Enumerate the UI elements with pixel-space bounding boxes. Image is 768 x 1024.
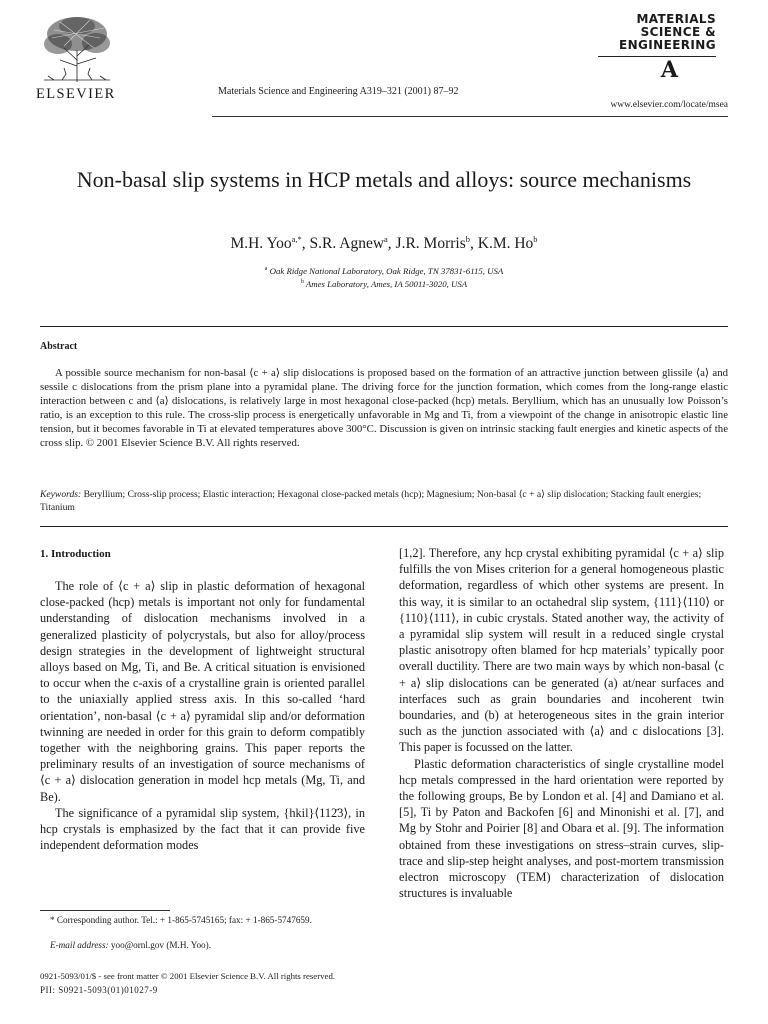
paragraph: Plastic deformation characteristics of single crystalline model hcp metals compressed in the hard orientation were reported by the following groups, Be by London et al. [4] and Damiano et al. [5], Ti by Paton and Backofen [6] and Minonishi et al. [7], and Mg by Stohr and Poirier [8] and Obara et al. [9]. The information obtained from these investigations on stress–strain curves, slip-trace and slip-step height analyses, and post-mortem transmission electron microscopy (TEM) characterization of dislocation structures is invaluable: [399, 756, 724, 901]
keywords-label: Keywords:: [40, 489, 82, 500]
keywords: [40, 488, 728, 514]
journal-url[interactable]: www.elsevier.com/locate/msea: [610, 100, 728, 110]
author-list: [60, 234, 708, 253]
abstract-heading: Abstract: [40, 341, 78, 352]
left-column: [40, 578, 365, 853]
author-affiliation-mark: b: [533, 234, 538, 244]
email-address[interactable]: yoo@ornl.gov (M.H. Yoo).: [110, 940, 211, 950]
abstract-text: A possible source mechanism for non-basal ⟨c + a⟩ slip dislocations is proposed based on the formation of an attractive junction between glissile ⟨a⟩ and sessile c dislocations from the prism plane into a pyramidal plane. The driving force for the junction formation, which comes from the long-range elastic interaction between c and ⟨a⟩ dislocations, is relatively large in most hexagonal close-packed (hcp) metals. Beryllium, which has an unusually low Poisson’s ratio, is an exception to this rule. The cross-slip process is energetically unfavorable in Mg and Ti, from a viewpoint of the change in anisotropic elastic line tension, but it becomes favorable in Ti at elevated temperatures above 300°C. Discussion is given on intrinsic stacking fault energies and kinetic aspects of the cross slip. © 2001 Elsevier Science B.V. All rights reserved.: [40, 367, 728, 449]
brand-series-letter: A: [660, 57, 678, 83]
corresponding-author-note: * Corresponding author. Tel.: + 1-865-5745165; fax: + 1-865-5747659.: [50, 915, 312, 925]
affiliation-mark: a: [264, 266, 268, 272]
email-label: E-mail address:: [50, 940, 109, 950]
elsevier-tree-logo: [34, 14, 120, 84]
brand-line: SCIENCE &: [640, 25, 716, 39]
paragraph: [1,2]. Therefore, any hcp crystal exhibiting pyramidal ⟨c + a⟩ slip fulfills the von Mises criterion for a general homogeneous plastic deformation, regardless of which other systems are present. In this way, it is similar to an octahedral slip system, {111}⟨110⟩ or {110}⟨111⟩, in cubic crystals. Stated another way, the activity of a pyramidal slip system will result in a reduced single crystal plastic anisotropy often blamed for hcp materials’ typically poor overall ductility. There are two main ways by which non-basal ⟨c + a⟩ slip dislocations can be generated (a) at/near surfaces and interfaces such as grain boundaries and incoherent twin boundaries, and (b) at heterogeneous sites in the grain interior such as the junction associated with ⟨a⟩ and c dislocations [3]. This paper is focussed on the latter.: [399, 546, 724, 755]
brand-line: ENGINEERING: [619, 38, 716, 52]
brand-divider: [598, 56, 716, 57]
affiliation-text: Ames Laboratory, Ames, IA 50011-3020, USA: [305, 279, 468, 289]
author-affiliation-mark: a,*: [291, 234, 302, 244]
abstract-bottom-rule: [40, 526, 728, 527]
paragraph: The role of ⟨c + a⟩ slip in plastic deformation of hexagonal close-packed (hcp) metals is important not only for fundamental understanding of dislocation mechanisms involved in a generalized plasticity of polycrystals, but also for alloy/process design strategies in the development of lightweight structural alloys based on Mg, Ti, and Be. A critical situation is envisioned to occur when the c-axis of a crystalline grain is oriented parallel to the uniaxially applied stress axis. In this so-called ‘hard orientation’, non-basal ⟨c + a⟩ pyramidal slip and/or deformation twinning are needed in order for this grain to deform compatibly together with the neighboring grains. This paper reports the preliminary results of an investigation of source mechanisms of ⟨c + a⟩ dislocation generation in model hcp metals (Mg, Ti, and Be).: [40, 579, 365, 804]
author-separator: ,: [387, 235, 396, 252]
author-affiliation-mark: b: [465, 234, 470, 244]
author-separator: ,: [301, 235, 310, 252]
journal-reference: Materials Science and Engineering A319–321 (2001) 87–92: [218, 86, 459, 97]
affiliation-text: Oak Ridge National Laboratory, Oak Ridge, TN 37831-6115, USA: [269, 266, 504, 276]
footnote-rule: [40, 910, 170, 911]
article-title: Non-basal slip systems in HCP metals and alloys: source mechanisms: [76, 167, 692, 192]
issn-line: 0921-5093/01/$ - see front matter © 2001 Elsevier Science B.V. All rights reserved.: [40, 971, 336, 981]
author-name: S.R. Agnew: [309, 235, 385, 252]
author-affiliation-mark: a: [384, 234, 388, 244]
journal-brand-logo: [598, 13, 716, 52]
author-name: K.M. Ho: [477, 235, 534, 252]
header-rule: [212, 116, 728, 117]
author-name: M.H. Yoo: [230, 235, 292, 252]
author-name: J.R. Morris: [395, 235, 466, 252]
abstract-top-rule: [40, 326, 728, 327]
publisher-name: ELSEVIER: [36, 86, 116, 102]
affiliation-mark: b: [300, 279, 304, 285]
section-heading: 1. Introduction: [40, 548, 111, 560]
email-note: [50, 940, 211, 950]
affiliation: [60, 266, 708, 276]
paragraph: The significance of a pyramidal slip system, {hkil}⟨112̄3⟩, in hcp crystals is emphasized by the fact that it can provide five independent deformation modes: [40, 805, 365, 853]
right-column: [399, 545, 724, 901]
brand-line: MATERIALS: [636, 12, 716, 26]
author-separator: ,: [470, 235, 478, 252]
keywords-text: Beryllium; Cross-slip process; Elastic interaction; Hexagonal close-packed metals (hcp); Magnesium; Non-basal ⟨c + a⟩ slip dislocation; Stacking fault energies; Titanium: [40, 489, 702, 513]
pii-line: PII: S0921-5093(01)01027-9: [40, 985, 158, 995]
affiliation: [60, 279, 708, 289]
